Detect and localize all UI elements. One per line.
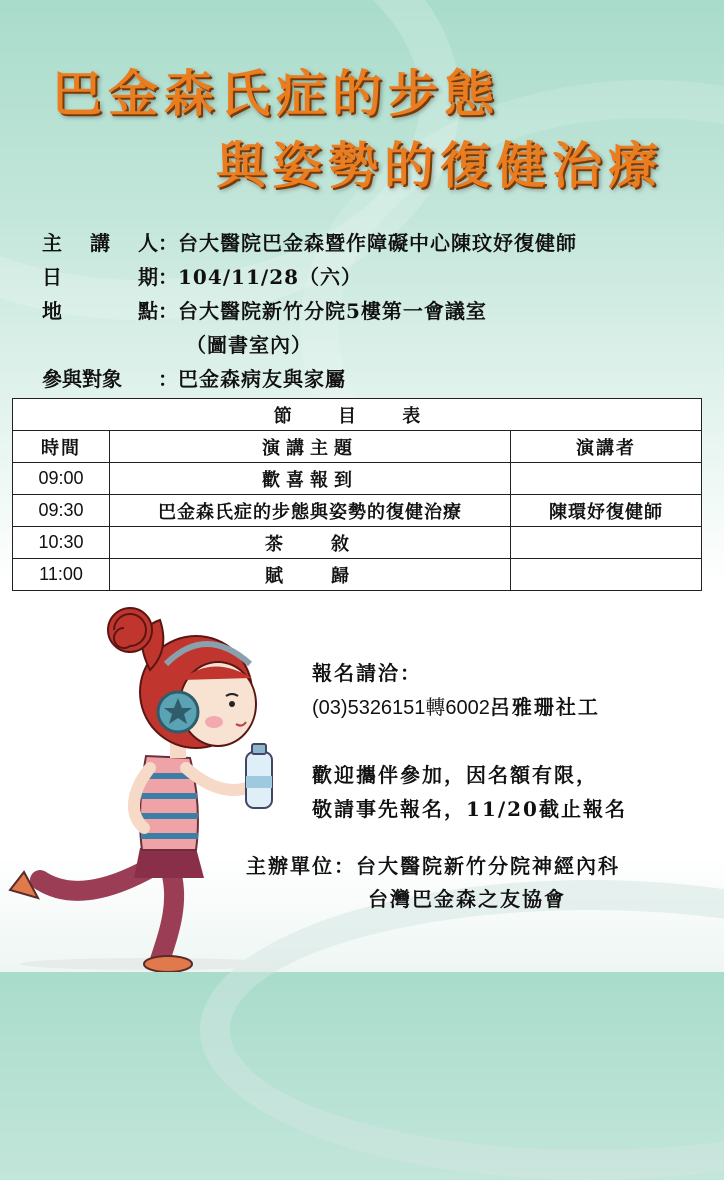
col-header-speaker: 演講者 [511,431,702,463]
contact-person: 呂雅珊社工 [489,694,600,719]
table-row [13,559,702,591]
row-topic: 歡喜報到 [110,463,511,495]
location-label: 地 點 [42,298,158,323]
row-time: 10:30 [13,527,110,559]
table-row [13,463,702,495]
event-details [42,224,702,394]
location-value: 台大醫院新竹分院5樓第一會議室 [178,298,487,323]
row-time: 09:00 [13,463,110,495]
program-table [12,398,702,591]
organizer-label: 主辦單位： [246,854,356,878]
location-value-cont: （圖書室內） [186,332,312,357]
audience-value: 巴金森病友與家屬 [178,366,346,391]
speaker-label: 主 講 人 [42,230,158,255]
title-line-1: 巴金森氏症的步態 [52,64,500,123]
date-row: 日 期 ： 104/11/28（六） [42,258,702,292]
organizer-section [246,848,620,914]
col-header-topic: 演講主題 [110,431,511,463]
audience-label: 參與對象 [42,366,122,391]
row-topic: 賦歸 [110,559,511,591]
audience-row: 參與對象 ： 巴金森病友與家屬 [42,360,702,394]
date-label: 日 期 [42,264,158,289]
row-time: 09:30 [13,495,110,527]
program-title: 節 目 表 [13,399,702,431]
date-value: 104/11/28（六） [178,264,363,289]
contact-note-2: 敬請事先報名，11/20截止報名 [312,796,627,821]
row-speaker: 陳環妤復健師 [511,495,702,527]
row-topic: 茶敘 [110,527,511,559]
speaker-value: 台大醫院巴金森暨作障礙中心陳玟妤復健師 [178,230,577,255]
location-row-cont [42,326,702,360]
row-time: 11:00 [13,559,110,591]
organizer-line-2: 台灣巴金森之友協會 [368,887,566,911]
program-header-row [13,431,702,463]
contact-section [312,654,627,824]
row-speaker [511,527,702,559]
contact-phone: (03)5326151轉6002 [312,696,490,719]
row-topic: 巴金森氏症的步態與姿勢的復健治療 [110,495,511,527]
col-header-time: 時間 [13,431,110,463]
title-line-2: 與姿勢的復健治療 [216,136,664,195]
contact-heading: 報名請洽： [312,660,422,685]
location-row: 地 點 ： 台大醫院新竹分院5樓第一會議室 [42,292,702,326]
row-speaker [511,463,702,495]
table-row [13,527,702,559]
speaker-row: 主 講 人 ： 台大醫院巴金森暨作障礙中心陳玟妤復健師 [42,224,702,258]
table-row [13,495,702,527]
row-speaker [511,559,702,591]
contact-note-1: 歡迎攜伴參加，因名額有限， [312,762,598,787]
program-title-row [13,399,702,431]
running-girl-illustration [0,600,300,972]
organizer-line-1: 台大醫院新竹分院神經內科 [356,854,620,878]
